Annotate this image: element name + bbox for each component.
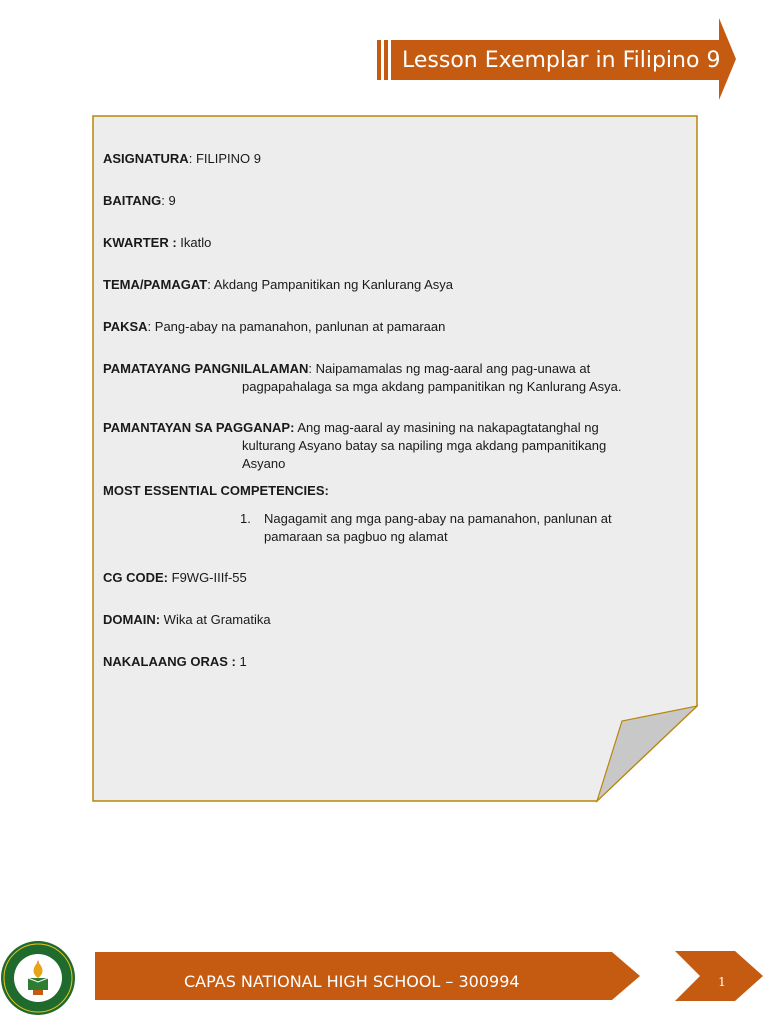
field-label: TEMA/PAMAGAT [103,277,208,292]
field-value: F9WG-IIIf-55 [171,570,247,585]
field-nakalaang-oras [103,653,247,671]
competency-text-continuation: pamaraan sa pagbuo ng alamat [264,529,448,544]
field-domain [103,611,271,629]
field-label: MOST ESSENTIAL COMPETENCIES: [103,483,329,498]
lesson-paper [92,115,698,803]
field-value: FILIPINO 9 [195,151,261,166]
field-paksa: PAKSA: Pang-abay na pamanahon, panlunan at pamaraan [103,319,446,334]
field-label: BAITANG [103,193,162,208]
page-footer [0,940,768,1020]
field-value: Naipamamalas ng mag-aaral ang pag-unawa at [315,361,591,376]
field-value: 9 [168,193,176,208]
pamantayan-continuation-1: kulturang Asyano batay sa napiling mga akdang pampanitikang [242,438,607,453]
field-kwarter [103,234,211,252]
page-title: Lesson Exemplar in Filipino 9 [402,48,721,73]
list-item [240,510,612,544]
field-label: KWARTER : [103,235,177,250]
field-value: Pang-abay na pamanahon, panlunan at pamaraan [154,319,446,334]
field-label: PAKSA [103,319,148,334]
school-name: CAPAS NATIONAL HIGH SCHOOL – 300994 [184,972,520,991]
field-pamatayang: PAMATAYANG PANGNILALAMAN: Naipamamalas ng mag-aaral ang pag-unawa at [103,361,591,376]
field-value: Akdang Pampanitikan ng Kanlurang Asya [213,277,453,292]
field-baitang: BAITANG: 9 [103,193,176,208]
field-label: NAKALAANG ORAS : [103,654,236,669]
field-label: PAMANTAYAN SA PAGGANAP: [103,420,295,435]
field-label: DOMAIN: [103,612,161,627]
paper-shape [92,115,698,803]
field-pamantayan [103,419,599,437]
field-tema: TEMA/PAMAGAT: Akdang Pampanitikan ng Kanlurang Asya [103,277,453,292]
field-mec [103,482,329,500]
school-logo-icon [0,940,76,1016]
page-number: 1 [718,975,726,989]
pamantayan-continuation-2: Asyano [242,456,286,471]
field-cg-code [103,569,247,587]
field-label: ASIGNATURA [103,151,189,166]
competency-text: Nagagamit ang mga pang-abay na pamanahon, panlunan at [264,511,612,526]
field-value: 1 [239,654,247,669]
field-asignatura: ASIGNATURA: FILIPINO 9 [103,151,261,166]
pamatayang-continuation: pagpapahalaga sa mga akdang pampanitikan ng Kanlurang Asya. [242,379,622,394]
field-label: PAMATAYANG PANGNILALAMAN [103,361,309,376]
field-value: Ikatlo [180,235,212,250]
field-value: Ang mag-aaral ay masining na nakapagtatanghal ng [297,420,599,435]
field-label: CG CODE: [103,570,168,585]
field-value: Wika at Gramatika [163,612,271,627]
list-number: 1. [240,511,251,526]
